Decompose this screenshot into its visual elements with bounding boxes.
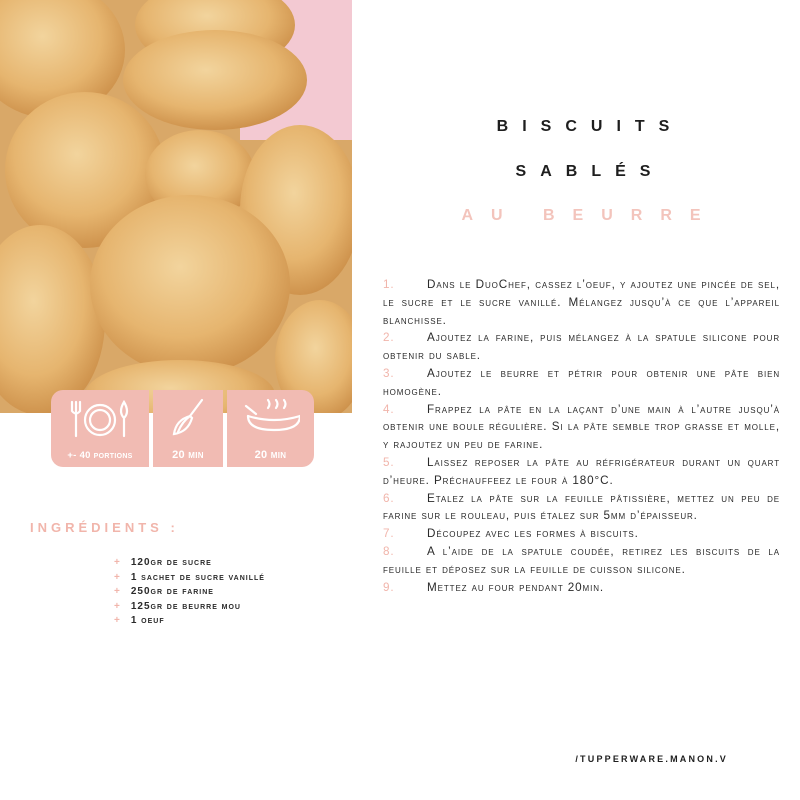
step-item: 9. Mettez au four pendant 20min. [383, 580, 605, 594]
steps-list [383, 276, 780, 596]
plate-cutlery-icon [68, 396, 132, 442]
list-item: + 125gr de beurre mou [114, 600, 241, 612]
prep-time-badge [153, 390, 223, 467]
step-item: 4. Frappez la pâte en la laçant d’une main à l’autre jusqu’à obtenir une boule régulière. Si la pâte semble trop grasse et molle, y rajoutez un peu de farine. [383, 402, 780, 452]
recipe-info-badges [51, 390, 314, 467]
step-item: 5. Laissez reposer la pâte au réfrigérateur durant un quart d’heure. Préchauffeez le four à 180°C. [383, 455, 780, 487]
step-item: 3. Ajoutez le beurre et pétrir pour obtenir une pâte bien homogène. [383, 366, 780, 398]
pan-icon [242, 396, 300, 442]
step-item: 8. A l’aide de la spatule coudée, retirez les biscuits de la feuille et déposez sur la feuille de cuisson silicone. [383, 544, 780, 576]
list-item: + 250gr de farine [114, 586, 214, 598]
step-item: 7. Découpez avec les formes à biscuits. [383, 527, 639, 541]
step-item: 2. Ajoutez la farine, puis mélangez à la spatule silicone pour obtenir du sable. [383, 331, 780, 363]
title-subtitle: AU BEURRE [461, 207, 719, 224]
plus-icon: + [114, 615, 121, 627]
portions-badge [51, 390, 149, 467]
cook-time-label: 20 min [254, 449, 287, 461]
plus-icon: + [114, 571, 121, 583]
social-handle: /TUPPERWARE.MANON.V [575, 754, 728, 764]
ingredients-heading: INGRÉDIENTS : [30, 520, 179, 535]
plus-icon: + [114, 557, 121, 568]
list-item: + 120gr de sucre [114, 557, 212, 568]
cookies-photo [0, 0, 352, 413]
title-line-1: BISCUITS [496, 118, 684, 135]
plus-icon: + [114, 586, 121, 598]
step-item: 6. Etalez la pâte sur la feuille pâtissière, mettez un peu de farine sur le rouleau, puis étalez sur 5mm d’épaisseur. [383, 491, 780, 523]
prep-time-label: 20 min [172, 449, 204, 461]
portions-label: +- 40 portions [67, 450, 133, 461]
title-line-2: SABLÉS [515, 163, 665, 180]
ingredients-list [114, 556, 265, 629]
list-item: + 1 oeuf [114, 615, 165, 627]
step-item: 1. Dans le DuoChef, cassez l’oeuf, y ajoutez une pincée de sel, le sucre et le sucre vanillé. Mélangez jusqu’à ce que l’appareil blanchisse. [383, 278, 780, 327]
whisk-icon [166, 396, 210, 442]
plus-icon: + [114, 600, 121, 612]
list-item: + 1 sachet de sucre vanillé [114, 571, 265, 583]
cook-time-badge [227, 390, 314, 467]
